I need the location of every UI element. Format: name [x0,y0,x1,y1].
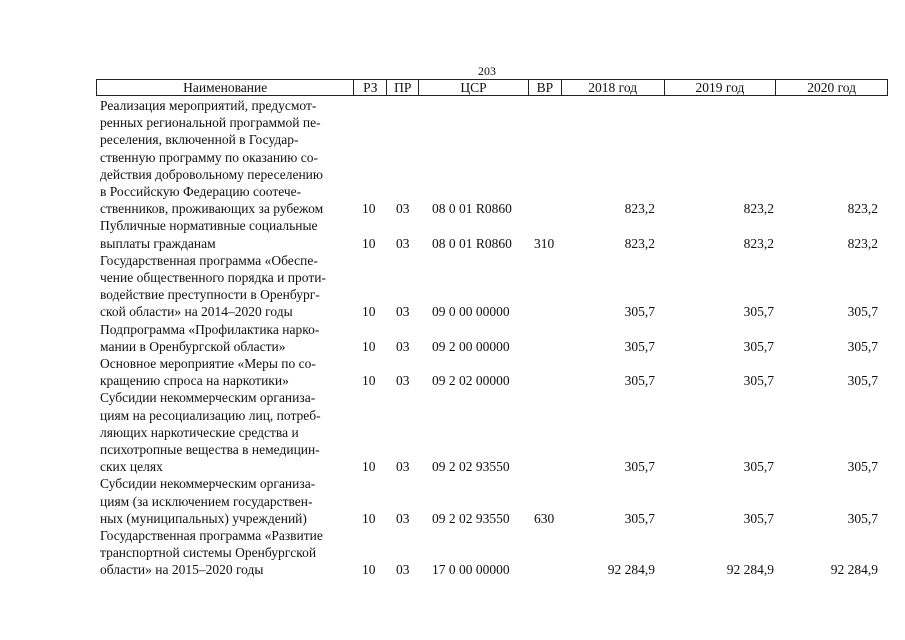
row-value-2019: 305,7 [743,304,774,320]
row-value-2020: 305,7 [847,304,878,320]
row-pr: 03 [396,338,410,354]
row-name: Государственная программа «Обеспе- чение общественного порядка и проти- водействие преступности в Оренбург- ской области» на 2014–2020 годы [100,252,326,320]
row-value-2019: 823,2 [743,235,774,251]
table-row [96,321,888,355]
row-value-2020: 305,7 [847,373,878,389]
row-rz: 10 [362,304,376,320]
header-rz: РЗ [354,80,387,95]
row-value-2018: 305,7 [624,338,655,354]
row-value-2020: 92 284,9 [830,562,878,578]
row-name: Государственная программа «Развитие транспортной системы Оренбургской области» на 2015–2020 годы [100,528,323,578]
table-body [96,97,888,579]
table-row [96,527,888,579]
row-value-2018: 92 284,9 [607,562,655,578]
row-value-2020: 823,2 [847,235,878,251]
row-pr: 03 [396,510,410,526]
row-value-2018: 305,7 [624,459,655,475]
page-number: 203 [478,64,496,78]
row-value-2018: 305,7 [624,510,655,526]
row-value-2019: 305,7 [743,373,774,389]
row-value-2019: 823,2 [743,201,774,217]
row-pr: 03 [396,459,410,475]
row-pr: 03 [396,304,410,320]
row-rz: 10 [362,201,376,217]
row-pr: 03 [396,235,410,251]
row-rz: 10 [362,338,376,354]
header-year-2019: 2019 год [665,80,777,95]
row-value-2018: 305,7 [624,304,655,320]
row-value-2020: 305,7 [847,338,878,354]
row-csr: 08 0 01 R0860 [432,201,512,217]
table-row [96,355,888,389]
header-year-2018: 2018 год [562,80,665,95]
header-name: Наименование [97,80,354,95]
header-year-2020: 2020 год [807,80,857,95]
header-csr: ЦСР [419,80,529,95]
row-name: Реализация мероприятий, предусмот- ренных региональной программой пе- реселения, включенной в Государ- ственную программу по оказанию со- действия добровольному переселению в Российскую Федерацию соотече- ственников, проживающих за рубежом [100,98,324,217]
row-pr: 03 [396,373,410,389]
row-value-2019: 305,7 [743,459,774,475]
header-vr: ВР [529,80,562,95]
row-name: Субсидии некоммерческим организа- циям на ресоциализацию лиц, потреб- ляющих наркотические средства и психотропные вещества в немедицин- ских целях [100,390,321,475]
row-rz: 10 [362,235,376,251]
row-value-2019: 92 284,9 [726,562,774,578]
row-csr: 09 2 02 93550 [432,510,510,526]
row-csr: 09 2 02 93550 [432,459,510,475]
row-csr: 09 2 00 00000 [432,338,510,354]
row-value-2018: 823,2 [624,235,655,251]
row-rz: 10 [362,373,376,389]
row-value-2019: 305,7 [743,510,774,526]
row-csr: 09 2 02 00000 [432,373,510,389]
row-value-2020: 823,2 [847,201,878,217]
row-value-2018: 305,7 [624,373,655,389]
table-row [96,252,888,321]
table-row [96,217,888,251]
table-row [96,97,888,217]
row-pr: 03 [396,562,410,578]
row-vr: 310 [534,235,555,251]
row-name: Подпрограмма «Профилактика нарко- мании в Оренбургской области» [100,321,320,354]
row-value-2020: 305,7 [847,459,878,475]
table-header [96,79,888,96]
row-name: Основное мероприятие «Меры по со- кращению спроса на наркотики» [100,356,316,389]
row-rz: 10 [362,459,376,475]
table-row [96,475,888,527]
row-value-2018: 823,2 [624,201,655,217]
row-name: Субсидии некоммерческим организа- циям (за исключением государствен- ных (муниципальных) учреждений) [100,476,316,526]
row-value-2019: 305,7 [743,338,774,354]
row-csr: 08 0 01 R0860 [432,235,512,251]
row-rz: 10 [362,510,376,526]
row-value-2020: 305,7 [847,510,878,526]
table-row [96,389,888,475]
row-name: Публичные нормативные социальные выплаты гражданам [100,218,318,251]
row-csr: 17 0 00 00000 [432,562,510,578]
row-vr: 630 [534,510,555,526]
header-pr: ПР [387,80,419,95]
row-csr: 09 0 00 00000 [432,304,510,320]
row-pr: 03 [396,201,410,217]
row-rz: 10 [362,562,376,578]
